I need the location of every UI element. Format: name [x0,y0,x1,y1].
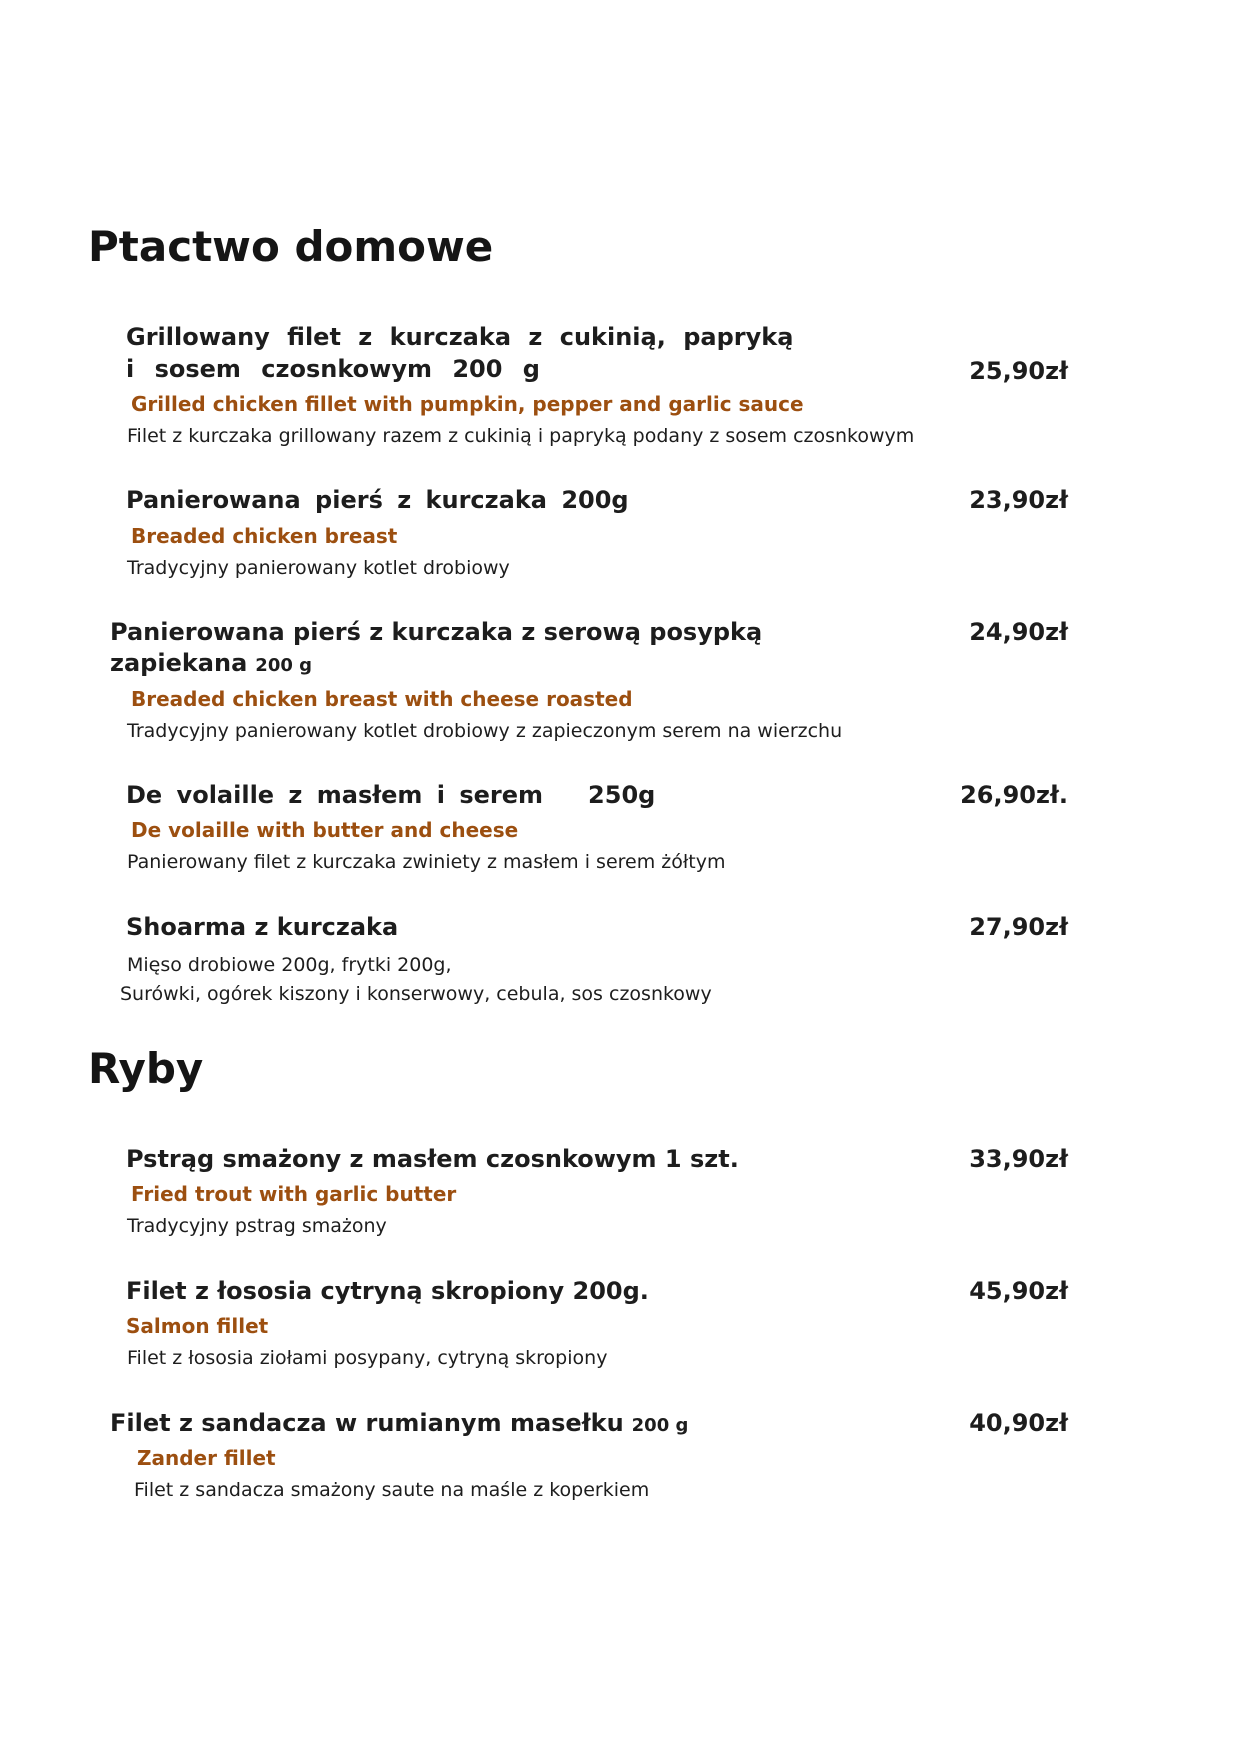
item-price: 33,90zł [969,1144,1068,1173]
item-description: Filet z łososia ziołami posypany, cytryną skropiony [127,1346,608,1369]
section-title-poultry: Ptactwo domowe [88,222,494,271]
item-name: Shoarma z kurczaka [126,913,399,942]
item-translation: Fried trout with garlic butter [131,1182,457,1207]
item-portion: 200 g [631,1414,689,1436]
menu-item [126,322,1068,449]
item-name [110,617,910,679]
item-description: Filet z kurczaka grillowany razem z cukinią i papryką podany z sosem czosnkowym [127,424,915,447]
item-price: 24,90zł [969,618,1068,647]
menu-item [110,1408,1068,1504]
item-description: Filet z sandacza smażony saute na maśle z koperkiem [134,1478,650,1501]
item-translation: Breaded chicken breast with cheese roasted [131,686,633,711]
item-price: 45,90zł [969,1276,1068,1305]
item-name-text: De volaille z masłem i serem [126,781,544,810]
menu-item [110,617,1068,744]
item-name-row [126,1144,1068,1175]
menu-item [120,912,1068,1007]
item-name-text: Panierowana pierś z kurczaka z serową posypką zapiekana [110,618,763,678]
item-name-line: Grillowany filet z kurczaka z cukinią, papryką [126,323,794,352]
item-name [110,1408,688,1439]
menu-item [126,1144,1068,1240]
item-translation: Zander fillet [137,1445,276,1470]
item-name-row [126,912,1068,943]
item-name-row [126,780,1068,811]
item-name-row [110,617,1068,679]
item-name-row [126,322,1068,384]
item-price: 25,90zł [969,356,1068,385]
menu-item [126,1276,1068,1372]
item-price: 23,90zł [969,486,1068,515]
item-translation: Grilled chicken fillet with pumpkin, pepper and garlic sauce [131,391,804,416]
menu-item [126,485,1068,581]
item-description: Tradycyjny pstrag smażony [127,1215,387,1238]
item-name: Filet z łososia cytryną skropiony 200g. [126,1276,649,1305]
item-portion: 200 g [255,655,313,677]
item-name-row [110,1408,1068,1439]
item-translation: Salmon fillet [126,1313,269,1338]
item-translation: De volaille with butter and cheese [131,818,519,843]
item-price: 40,90zł [969,1408,1068,1437]
item-description: Tradycyjny panierowany kotlet drobiowy z zapieczonym serem na wierzchu [127,719,843,742]
poultry-items [110,322,1068,1007]
item-name-line: i sosem czosnkowym 200 g [126,354,540,383]
item-description: Mięso drobiowe 200g, frytki 200g, [127,954,452,977]
menu-item [126,780,1068,876]
item-description: Tradycyjny panierowany kotlet drobiowy [127,556,510,579]
item-name [126,322,793,384]
item-portion: 250g [588,781,656,810]
item-translation: Breaded chicken breast [131,523,398,548]
item-name-row [126,485,1068,516]
item-name-text: Filet z sandacza w rumianym masełku [110,1408,624,1437]
item-name-row [126,1276,1068,1307]
item-name: Panierowana pierś z kurczaka 200g [126,486,629,515]
section-title-fish: Ryby [88,1043,204,1093]
fish-items [110,1144,1068,1503]
item-price: 26,90zł. [960,781,1068,810]
item-description: Panierowany filet z kurczaka zwiniety z masłem i serem żółtym [127,851,726,874]
item-description: Surówki, ogórek kiszony i konserwowy, cebula, sos czosnkowy [120,982,712,1005]
item-name: Pstrąg smażony z masłem czosnkowym 1 szt. [126,1144,739,1173]
item-price: 27,90zł [969,913,1068,942]
item-name [126,780,655,811]
